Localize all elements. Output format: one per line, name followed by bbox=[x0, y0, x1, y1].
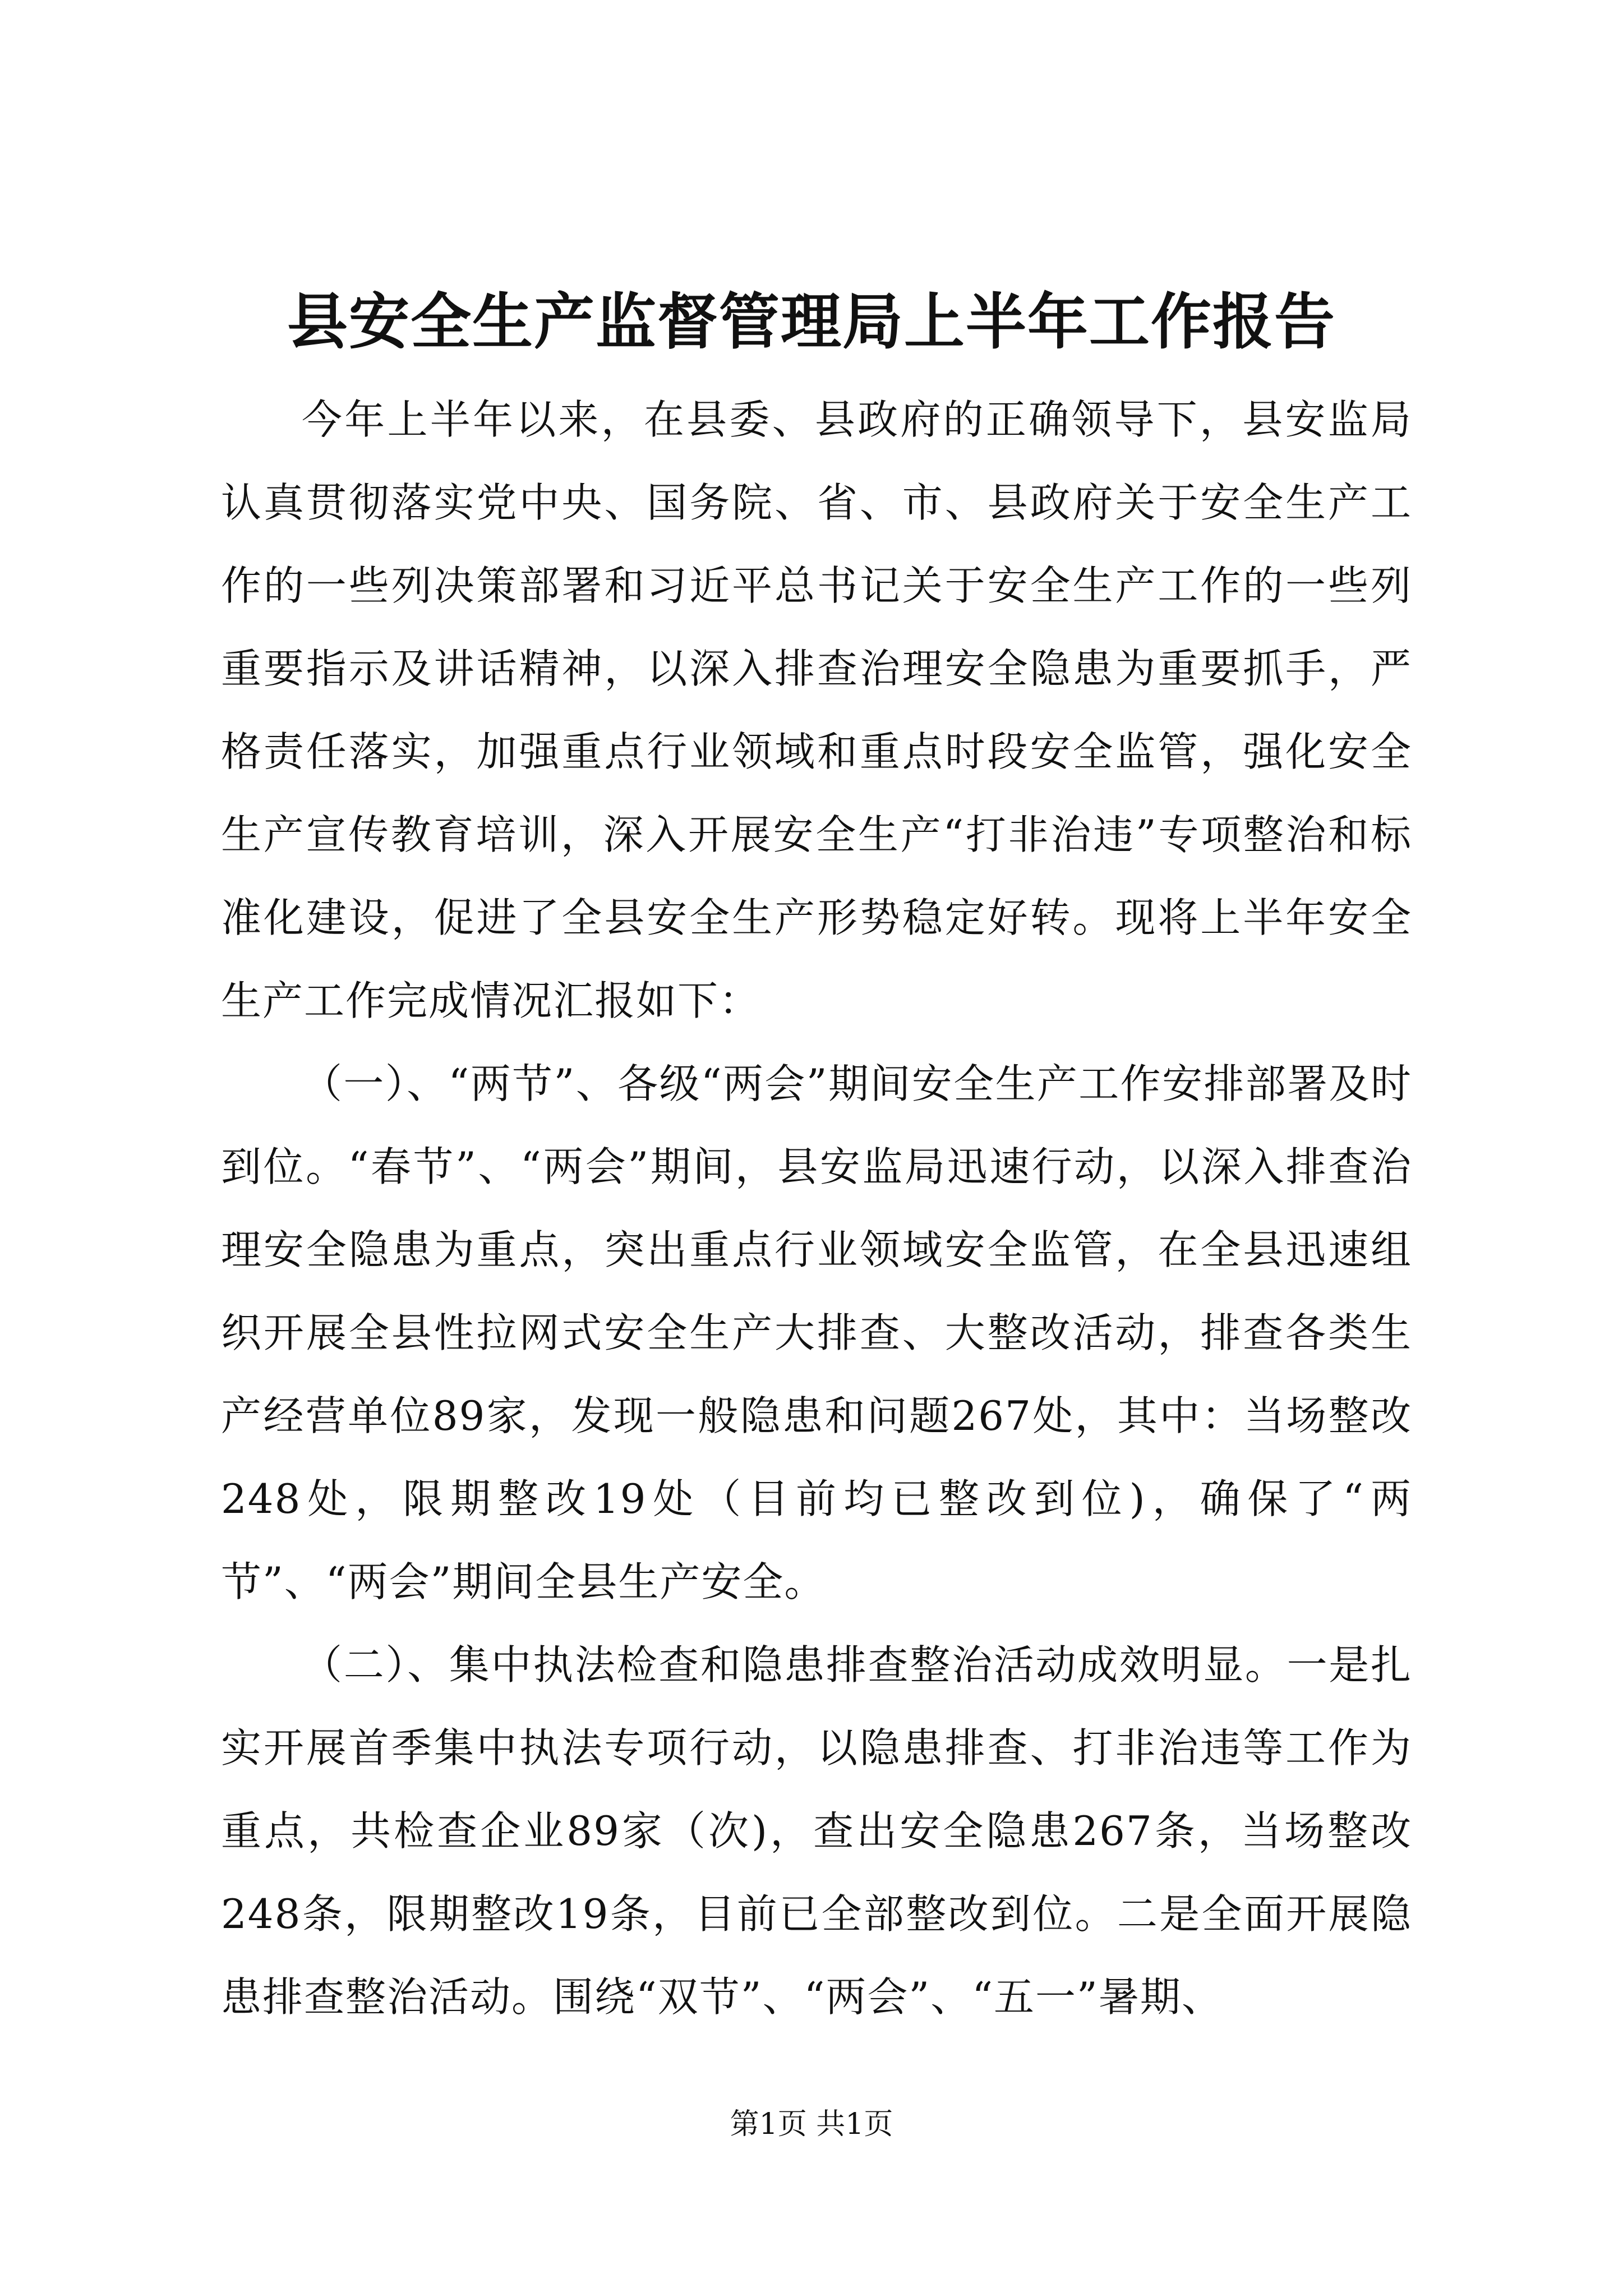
document-title: 县安全生产监督管理局上半年工作报告 bbox=[287, 287, 1336, 357]
document-body bbox=[221, 378, 1412, 2039]
paragraph-intro: 今年上半年以来，在县委、县政府的正确领导下，县安监局认真贯彻落实党中央、国务院、省、市、县政府关于安全生产工作的一些列决策部署和习近平总书记关于安全生产工作的一些列重要指示及讲话精神，以深入排查治理安全隐患为重要抓手，严格责任落实，加强重点行业领域和重点时段安全监管，强化安全生产宣传教育培训，深入开展安全生产“打非治违”专项整治和标准化建设，促进了全县安全生产形势稳定好转。现将上半年安全生产工作完成情况汇报如下： bbox=[221, 396, 1412, 1024]
paragraph-section-1: （一）、“两节”、各级“两会”期间安全生产工作安排部署及时到位。“春节”、“两会”期间，县安监局迅速行动，以深入排查治理安全隐患为重点，突出重点行业领域安全监管，在全县迅速组织开展全县性拉网式安全生产大排查、大整改活动，排查各类生产经营单位89家，发现一般隐患和问题267处，其中：当场整改248处，限期整改19处（目前均已整改到位)，确保了“两节”、“两会”期间全县生产安全。 bbox=[221, 1060, 1412, 1605]
page-number-footer: 第1页 共1页 bbox=[730, 2108, 893, 2141]
paragraph-section-2: （二）、集中执法检查和隐患排查整治活动成效明显。一是扎实开展首季集中执法专项行动，以隐患排查、打非治违等工作为重点，共检查企业89家（次)，查出安全隐患267条，当场整改248条，限期整改19条，目前已全部整改到位。二是全面开展隐患排查整治活动。围绕“双节”、“两会”、“五一”暑期、 bbox=[221, 1641, 1412, 2021]
